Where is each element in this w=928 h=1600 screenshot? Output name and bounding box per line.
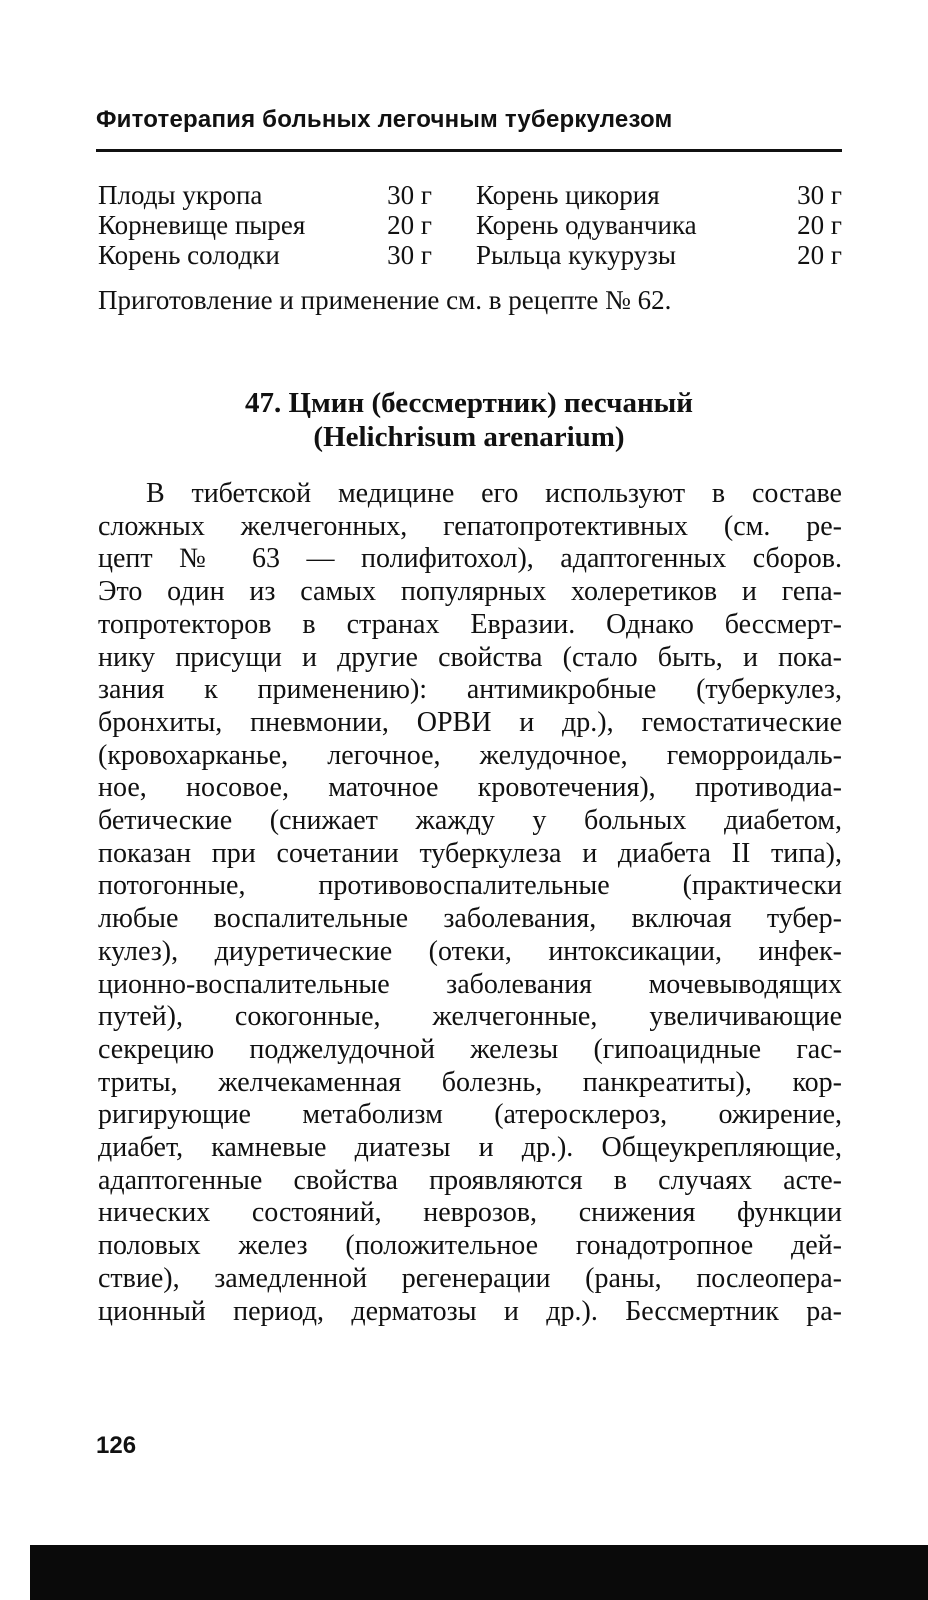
body-text-line: кулез), диуретические (отеки, интоксикации, инфек- [98, 935, 842, 967]
body-text-line: бетические (снижает жажду у больных диабетом, [98, 805, 842, 837]
ingredients-table [98, 180, 842, 270]
header-rule [96, 149, 842, 152]
ingredient-name: Корень цикория [475, 180, 660, 210]
ingredient-name: Плоды укропа [98, 180, 263, 210]
body-text-line: любые воспалительные заболевания, включая тубер- [98, 903, 842, 935]
section-heading-latin-name: (Helichrisum arenarium) [313, 421, 625, 453]
section-heading [96, 386, 842, 454]
ingredient-amount: 30 г [797, 180, 842, 210]
section-body-text [98, 478, 842, 1328]
ingredient-row [98, 210, 842, 240]
ingredient-name: Рыльца кукурузы [475, 240, 677, 270]
ingredient-name: Корневище пырея [98, 210, 306, 240]
body-text-line: цепт № 63 — полифитохол), адаптогенных сборов. [98, 543, 842, 575]
page-number: 126 [96, 1432, 137, 1459]
body-text-line: секрецию поджелудочной железы (гипоацидные гас- [98, 1033, 842, 1065]
body-text-line: нику присущи и другие свойства (стало быть, и пока- [98, 641, 842, 673]
body-text-line: триты, желчекаменная болезнь, панкреатиты), кор- [98, 1066, 842, 1098]
body-text-line: половых желез (положительное гонадотропное дей- [98, 1230, 842, 1262]
body-text-line: ционный период, дерматозы и др.). Бессмертник ра- [98, 1295, 842, 1327]
ingredient-name: Корень солодки [98, 240, 280, 270]
body-text-line: ствие), замедленной регенерации (раны, послеопера- [98, 1262, 842, 1294]
body-text-line: потогонные, противовоспалительные (практически [98, 870, 842, 902]
ingredient-amount: 30 г [387, 180, 432, 210]
body-text-line: сложных желчегонных, гепатопротективных (см. ре- [98, 510, 842, 542]
body-text-line: В тибетской медицине его используют в составе [146, 478, 842, 509]
body-text-line: показан при сочетании туберкулеза и диабета II типа), [98, 837, 842, 869]
ingredient-amount: 20 г [387, 210, 432, 240]
ingredient-row [98, 240, 842, 270]
body-text-line: топротекторов в странах Евразии. Однако бессмерт- [98, 608, 842, 640]
section-heading-title: 47. Цмин (бессмертник) песчаный [244, 387, 693, 419]
body-text-line: зания к применению): антимикробные (туберкулез, [98, 674, 842, 706]
running-title: Фитотерапия больных легочным туберкулезом [96, 106, 673, 133]
body-text-line: ционно-воспалительные заболевания мочевыводящих [98, 968, 842, 1000]
body-text-line: Это один из самых популярных холеретиков и гепа- [98, 576, 842, 608]
body-text-line: диабет, камневые диатезы и др.). Общеукрепляющие, [98, 1132, 842, 1164]
body-text-line: (кровохарканье, легочное, желудочное, геморроидаль- [98, 739, 842, 771]
ingredient-amount: 30 г [387, 240, 432, 270]
ingredient-row [98, 180, 842, 210]
body-text-line: нических состояний, неврозов, снижения функции [98, 1197, 842, 1229]
body-text-line: ригирующие метаболизм (атеросклероз, ожирение, [98, 1099, 842, 1131]
ingredient-amount: 20 г [797, 240, 842, 270]
scan-edge-shadow [30, 1545, 928, 1600]
ingredient-amount: 20 г [797, 210, 842, 240]
ingredient-name: Корень одуванчика [475, 210, 697, 240]
body-text-line: адаптогенные свойства проявляются в случаях асте- [98, 1164, 842, 1196]
body-text-line: путей), сокогонные, желчегонные, увеличивающие [98, 1001, 842, 1033]
preparation-note: Приготовление и применение см. в рецепте № 62. [98, 285, 672, 315]
body-text-line: бронхиты, пневмонии, ОРВИ и др.), гемостатические [98, 706, 842, 738]
body-text-line: ное, носовое, маточное кровотечения), противодиа- [98, 772, 842, 804]
